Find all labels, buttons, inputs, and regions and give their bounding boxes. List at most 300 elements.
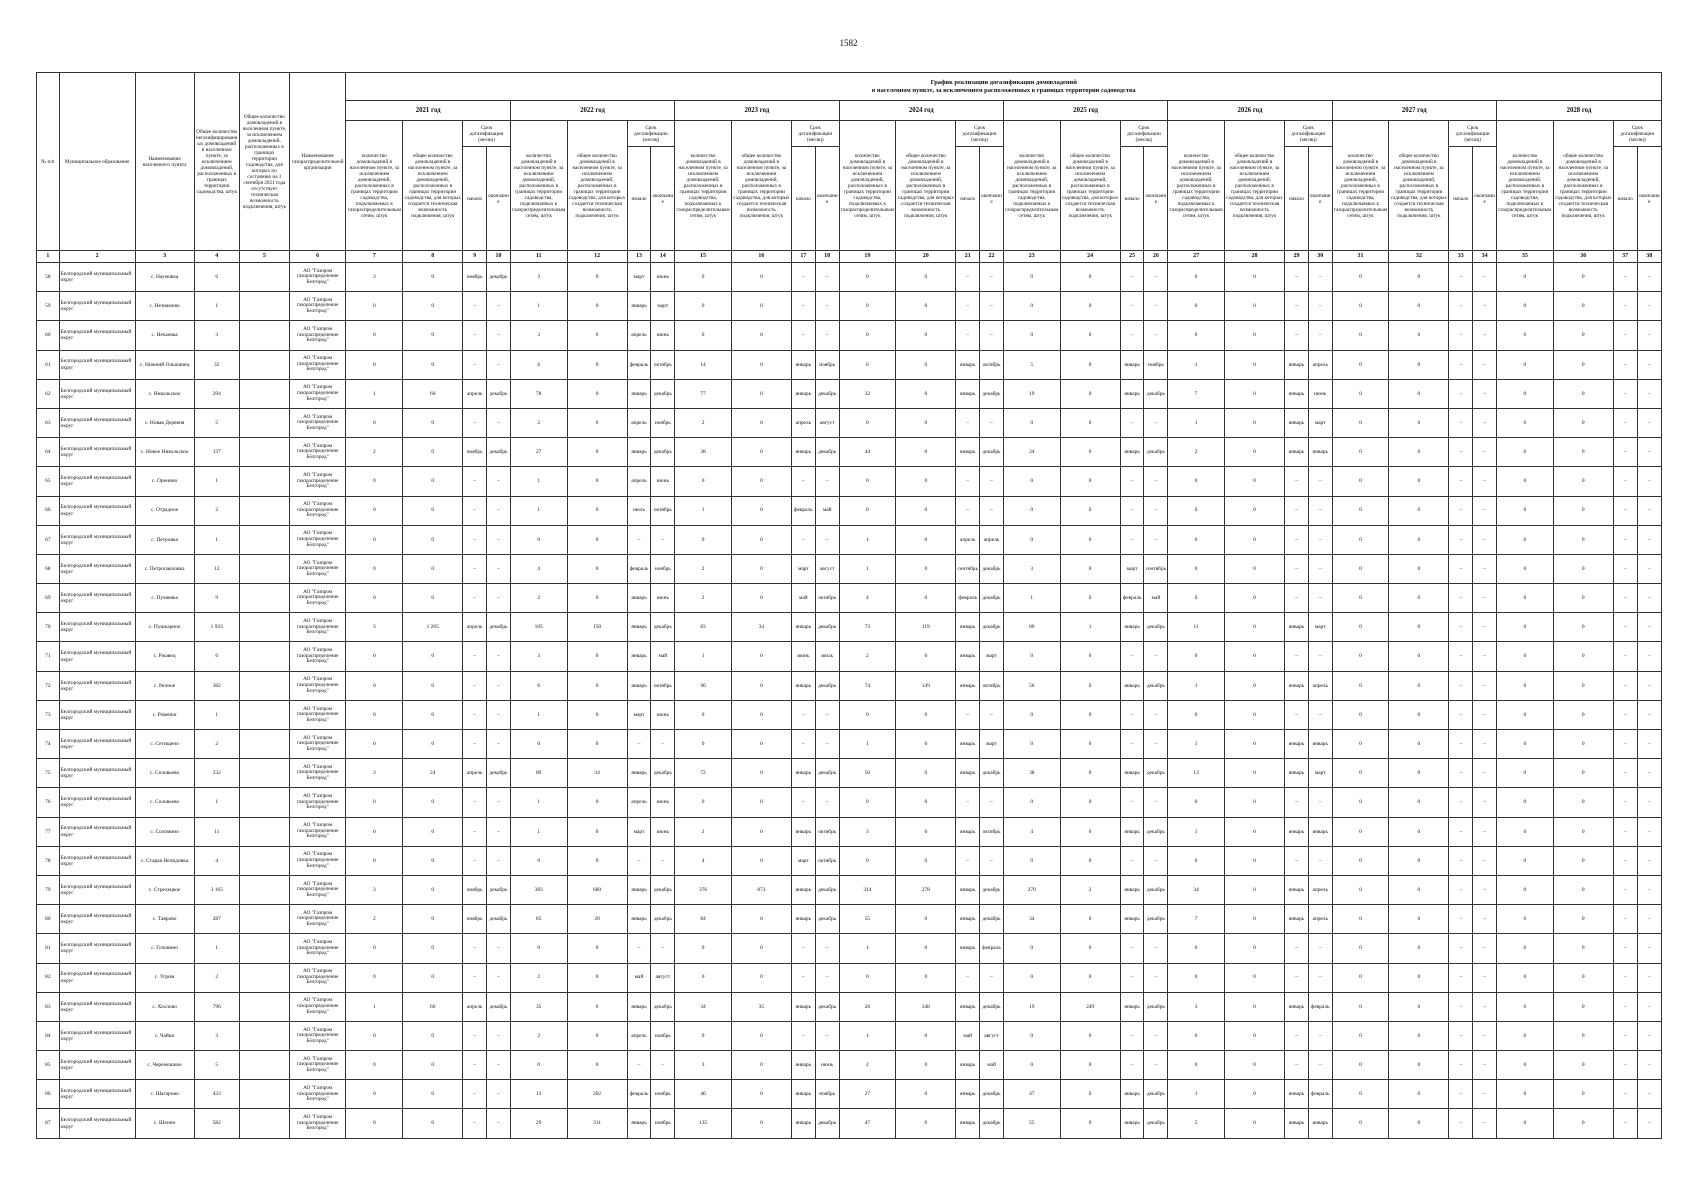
table-row <box>37 759 1662 788</box>
header-term: Срок догазификации (месяц) <box>1285 121 1333 147</box>
term-end-cell: май <box>980 1051 1004 1080</box>
term-end-cell: апрель <box>1308 905 1332 934</box>
term-start-cell: январь <box>956 642 980 671</box>
qty-tech-cell: 0 <box>403 817 463 846</box>
qty-tech-cell: 0 <box>1553 817 1613 846</box>
column-number: 11 <box>510 251 567 263</box>
term-end-cell: – <box>487 292 511 321</box>
qty-tech-cell: 0 <box>1389 1080 1449 1109</box>
header-term-start: начало <box>1449 147 1473 251</box>
total-tech-cell <box>239 817 289 846</box>
term-start-cell: – <box>463 817 487 846</box>
term-end-cell: апрель <box>1308 875 1332 904</box>
header-term: Срок догазификации (месяц) <box>1449 121 1497 147</box>
qty-cell: 47 <box>1003 1080 1060 1109</box>
municipality-cell: Белгородский муниципальный округ <box>59 525 135 554</box>
header-term: Срок догазификации (месяц) <box>627 121 675 147</box>
qty-cell: 0 <box>346 408 403 437</box>
term-start-cell: – <box>463 467 487 496</box>
term-start-cell: январь <box>627 292 651 321</box>
term-end-cell: март <box>980 642 1004 671</box>
term-end-cell: декабрь <box>1144 759 1168 788</box>
total-households-cell: 1 <box>194 700 239 729</box>
term-end-cell: – <box>487 467 511 496</box>
qty-tech-cell: 0 <box>731 350 791 379</box>
settlement-cell: с. Головино <box>135 934 194 963</box>
term-start-cell: – <box>463 292 487 321</box>
municipality-cell: Белгородский муниципальный округ <box>59 350 135 379</box>
term-start-cell: – <box>956 321 980 350</box>
qty-tech-cell: 0 <box>1553 408 1613 437</box>
term-end-cell: октябрь <box>815 846 839 875</box>
term-end-cell: – <box>1473 1109 1497 1138</box>
qty-tech-cell: 0 <box>1389 1021 1449 1050</box>
term-start-cell: – <box>1613 263 1637 292</box>
column-number: 23 <box>1003 251 1060 263</box>
term-start-cell: – <box>1120 963 1144 992</box>
term-end-cell: февраль <box>1308 1080 1332 1109</box>
qty-cell: 35 <box>510 992 567 1021</box>
qty-tech-cell: 0 <box>1389 408 1449 437</box>
municipality-cell: Белгородский муниципальный округ <box>59 613 135 642</box>
term-end-cell: – <box>1637 408 1661 437</box>
term-start-cell: – <box>463 846 487 875</box>
qty-tech-cell: 0 <box>403 875 463 904</box>
qty-cell: 1 <box>510 496 567 525</box>
qty-tech-cell: 0 <box>731 379 791 408</box>
term-end-cell: май <box>815 496 839 525</box>
qty-cell: 2 <box>675 584 732 613</box>
qty-cell: 0 <box>1497 905 1554 934</box>
qty-tech-cell: 0 <box>1553 584 1613 613</box>
table-row <box>37 379 1662 408</box>
term-end-cell: ноябрь <box>651 1021 675 1050</box>
qty-cell: 3 <box>839 817 896 846</box>
settlement-cell: с. Нижний Ольшанец <box>135 350 194 379</box>
qty-tech-cell: 0 <box>1389 1109 1449 1138</box>
term-end-cell: декабрь <box>980 379 1004 408</box>
term-start-cell: – <box>1449 1109 1473 1138</box>
header-term-start: начало <box>627 147 651 251</box>
qty-tech-cell: 0 <box>731 963 791 992</box>
term-end-cell: декабрь <box>980 1109 1004 1138</box>
total-tech-cell <box>239 1021 289 1050</box>
term-start-cell: – <box>1120 1021 1144 1050</box>
qty-tech-cell: 0 <box>567 700 627 729</box>
qty-tech-cell: 0 <box>1389 613 1449 642</box>
term-end-cell: – <box>1308 584 1332 613</box>
qty-cell: 1 <box>675 496 732 525</box>
term-end-cell: декабрь <box>1144 379 1168 408</box>
qty-cell: 0 <box>1332 1021 1389 1050</box>
column-number: 28 <box>1224 251 1284 263</box>
qty-tech-cell: 0 <box>896 292 956 321</box>
gas-org-cell: АО "Газпром газораспределение Белгород" <box>289 496 346 525</box>
term-end-cell: декабрь <box>815 438 839 467</box>
qty-tech-cell: 0 <box>1553 934 1613 963</box>
header-term-end: окончание <box>980 147 1004 251</box>
term-start-cell: – <box>1613 817 1637 846</box>
term-end-cell: – <box>815 963 839 992</box>
term-end-cell: – <box>1637 321 1661 350</box>
qty-cell: 0 <box>1168 496 1225 525</box>
term-start-cell: февраль <box>791 496 815 525</box>
term-end-cell: – <box>1637 525 1661 554</box>
term-end-cell: – <box>1144 1021 1168 1050</box>
term-end-cell: – <box>1637 263 1661 292</box>
qty-tech-cell: 0 <box>403 263 463 292</box>
qty-tech-cell: 0 <box>567 671 627 700</box>
term-end-cell: апрель <box>1308 671 1332 700</box>
header-year-6: 2027 год <box>1332 101 1496 121</box>
qty-cell: 0 <box>1003 408 1060 437</box>
total-tech-cell <box>239 438 289 467</box>
settlement-cell: с. Стрелецкое <box>135 875 194 904</box>
qty-tech-cell: 35 <box>731 992 791 1021</box>
qty-tech-cell: 0 <box>1224 875 1284 904</box>
qty-tech-cell: 0 <box>567 292 627 321</box>
term-start-cell: – <box>1449 584 1473 613</box>
qty-cell: 0 <box>1497 759 1554 788</box>
qty-tech-cell: 0 <box>896 379 956 408</box>
qty-tech-cell: 0 <box>1224 788 1284 817</box>
qty-tech-cell: 0 <box>1224 759 1284 788</box>
column-number: 7 <box>346 251 403 263</box>
term-end-cell: ноябрь <box>651 408 675 437</box>
qty-tech-cell: 0 <box>1224 905 1284 934</box>
term-end-cell: март <box>1308 759 1332 788</box>
term-start-cell: январь <box>1285 1109 1309 1138</box>
term-end-cell: – <box>1473 438 1497 467</box>
row-number: 62 <box>37 379 60 408</box>
total-tech-cell <box>239 992 289 1021</box>
term-start-cell: – <box>463 730 487 759</box>
qty-cell: 46 <box>675 1080 732 1109</box>
term-start-cell: – <box>791 700 815 729</box>
term-end-cell: – <box>487 1109 511 1138</box>
term-end-cell: – <box>1637 817 1661 846</box>
municipality-cell: Белгородский муниципальный округ <box>59 846 135 875</box>
qty-tech-cell: 0 <box>1389 905 1449 934</box>
qty-cell: 38 <box>1003 759 1060 788</box>
qty-tech-cell: 0 <box>403 525 463 554</box>
qty-cell: 0 <box>1003 496 1060 525</box>
header-term: Срок догазификации (месяц) <box>791 121 839 147</box>
term-start-cell: март <box>627 263 651 292</box>
qty-tech-cell: 0 <box>731 1080 791 1109</box>
gas-org-cell: АО "Газпром газораспределение Белгород" <box>289 700 346 729</box>
gas-org-cell: АО "Газпром газораспределение Белгород" <box>289 1109 346 1138</box>
term-end-cell: март <box>1308 408 1332 437</box>
term-end-cell: август <box>815 408 839 437</box>
qty-cell: 77 <box>675 379 732 408</box>
table-row <box>37 905 1662 934</box>
term-start-cell: – <box>463 671 487 700</box>
qty-tech-cell: 0 <box>567 1021 627 1050</box>
qty-tech-cell: 0 <box>403 730 463 759</box>
qty-tech-cell: 0 <box>1553 1021 1613 1050</box>
qty-cell: 314 <box>839 875 896 904</box>
term-start-cell: март <box>627 817 651 846</box>
term-end-cell: – <box>1637 700 1661 729</box>
row-number: 85 <box>37 1051 60 1080</box>
qty-cell: 0 <box>346 963 403 992</box>
table-row <box>37 963 1662 992</box>
qty-cell: 1 <box>1168 350 1225 379</box>
qty-tech-cell: 0 <box>403 846 463 875</box>
term-start-cell: апрель <box>627 788 651 817</box>
term-start-cell: январь <box>1285 408 1309 437</box>
row-number: 78 <box>37 846 60 875</box>
term-start-cell: – <box>1285 642 1309 671</box>
qty-tech-cell: 0 <box>1224 671 1284 700</box>
qty-cell: 74 <box>839 671 896 700</box>
qty-cell: 2 <box>346 905 403 934</box>
term-end-cell: – <box>1473 350 1497 379</box>
table-row <box>37 730 1662 759</box>
term-start-cell: январь <box>1285 817 1309 846</box>
header-qty: количество домовладений в населенном пункте, за исключением домовладений, расположенных в границах территории садоводства, подключаемых к газораспределительным сетям, штук <box>510 121 567 251</box>
term-start-cell: – <box>1449 554 1473 583</box>
term-end-cell: октябрь <box>651 350 675 379</box>
qty-cell: 0 <box>1332 671 1389 700</box>
gas-org-cell: АО "Газпром газораспределение Белгород" <box>289 379 346 408</box>
row-number: 70 <box>37 613 60 642</box>
qty-cell: 1 <box>346 992 403 1021</box>
term-end-cell: – <box>1308 642 1332 671</box>
qty-cell: 14 <box>675 350 732 379</box>
qty-tech-cell: 0 <box>567 321 627 350</box>
qty-cell: 4 <box>675 846 732 875</box>
column-number: 5 <box>239 251 289 263</box>
term-start-cell: апрель <box>627 321 651 350</box>
term-start-cell: апрель <box>463 379 487 408</box>
qty-tech-cell: 34 <box>731 613 791 642</box>
qty-tech-cell: 0 <box>403 584 463 613</box>
header-qty-tech: общее количество домовладений в населенном пункте, за исключением домовладений, расположенных в границах территории садоводства, для которых создается техническая возможность подключения, штук <box>1553 121 1613 251</box>
header-qty: количество домовладений в населенном пункте, за исключением домовладений, расположенных в границах территории садоводства, подключаемых к газораспределительным сетям, штук <box>839 121 896 251</box>
term-start-cell: июль <box>627 496 651 525</box>
qty-cell: 0 <box>1168 1051 1225 1080</box>
term-end-cell: – <box>1144 846 1168 875</box>
qty-tech-cell: 0 <box>1224 408 1284 437</box>
term-start-cell: – <box>956 963 980 992</box>
term-end-cell: декабрь <box>980 1080 1004 1109</box>
municipality-cell: Белгородский муниципальный округ <box>59 788 135 817</box>
term-start-cell: январь <box>956 613 980 642</box>
qty-cell: 13 <box>1168 759 1225 788</box>
term-start-cell: – <box>791 963 815 992</box>
row-number: 58 <box>37 263 60 292</box>
qty-cell: 0 <box>1003 467 1060 496</box>
settlement-cell: с. Репное <box>135 671 194 700</box>
qty-tech-cell: 119 <box>896 613 956 642</box>
term-start-cell: – <box>1613 554 1637 583</box>
qty-cell: 0 <box>1497 1021 1554 1050</box>
term-start-cell: январь <box>1285 759 1309 788</box>
row-number: 83 <box>37 992 60 1021</box>
term-start-cell: январь <box>791 875 815 904</box>
row-number: 77 <box>37 817 60 846</box>
total-tech-cell <box>239 292 289 321</box>
qty-cell: 0 <box>1168 321 1225 350</box>
row-number: 86 <box>37 1080 60 1109</box>
term-end-cell: – <box>1473 379 1497 408</box>
qty-tech-cell: 0 <box>731 1109 791 1138</box>
qty-cell: 0 <box>1332 613 1389 642</box>
term-start-cell: – <box>1285 700 1309 729</box>
term-end-cell: – <box>487 554 511 583</box>
term-start-cell: – <box>1613 700 1637 729</box>
term-start-cell: апрель <box>627 467 651 496</box>
qty-tech-cell: 0 <box>1389 963 1449 992</box>
qty-tech-cell: 0 <box>1389 730 1449 759</box>
row-number: 75 <box>37 759 60 788</box>
qty-cell: 34 <box>1003 905 1060 934</box>
term-end-cell: – <box>815 292 839 321</box>
term-end-cell: – <box>1637 1109 1661 1138</box>
term-start-cell: апрель <box>627 1021 651 1050</box>
qty-cell: 0 <box>1168 700 1225 729</box>
settlement-cell: с. Отрадное <box>135 496 194 525</box>
term-start-cell: – <box>463 642 487 671</box>
qty-tech-cell: 0 <box>1060 671 1120 700</box>
qty-tech-cell: 0 <box>1553 875 1613 904</box>
table-row <box>37 642 1662 671</box>
qty-cell: 0 <box>839 467 896 496</box>
qty-tech-cell: 0 <box>731 671 791 700</box>
term-end-cell: декабрь <box>1144 875 1168 904</box>
term-start-cell: апрель <box>956 525 980 554</box>
qty-cell: 0 <box>1003 321 1060 350</box>
term-start-cell: январь <box>627 1109 651 1138</box>
municipality-cell: Белгородский муниципальный округ <box>59 438 135 467</box>
term-end-cell: – <box>1473 467 1497 496</box>
qty-tech-cell: 0 <box>403 671 463 700</box>
qty-cell: 12 <box>510 1080 567 1109</box>
term-end-cell: – <box>1473 905 1497 934</box>
municipality-cell: Белгородский муниципальный округ <box>59 905 135 934</box>
settlement-cell: с. Пуляевка <box>135 584 194 613</box>
qty-cell: 72 <box>675 759 732 788</box>
row-number: 87 <box>37 1109 60 1138</box>
term-end-cell: июнь <box>651 584 675 613</box>
term-start-cell: – <box>1120 496 1144 525</box>
qty-cell: 0 <box>346 584 403 613</box>
column-number: 34 <box>1473 251 1497 263</box>
gas-org-cell: АО "Газпром газораспределение Белгород" <box>289 525 346 554</box>
term-end-cell: декабрь <box>487 992 511 1021</box>
header-qty-tech: общее количество домовладений в населенном пункте, за исключением домовладений, расположенных в границах территории садоводства, для которых создается техническая возможность подключения, штук <box>896 121 956 251</box>
qty-cell: 0 <box>1332 438 1389 467</box>
qty-cell: 0 <box>346 554 403 583</box>
row-number: 63 <box>37 408 60 437</box>
term-end-cell: – <box>1473 730 1497 759</box>
term-start-cell: январь <box>627 438 651 467</box>
term-end-cell: декабрь <box>487 438 511 467</box>
qty-cell: 0 <box>1332 292 1389 321</box>
qty-tech-cell: 0 <box>731 700 791 729</box>
qty-tech-cell: 0 <box>1389 554 1449 583</box>
table-row <box>37 554 1662 583</box>
term-end-cell: декабрь <box>980 992 1004 1021</box>
term-end-cell: октябрь <box>651 671 675 700</box>
qty-tech-cell: 0 <box>896 350 956 379</box>
term-start-cell: – <box>1285 292 1309 321</box>
qty-tech-cell: 0 <box>896 846 956 875</box>
qty-tech-cell: 0 <box>731 730 791 759</box>
qty-cell: 0 <box>1497 292 1554 321</box>
settlement-cell: с. Старая Нелидовка <box>135 846 194 875</box>
term-end-cell: декабрь <box>1144 613 1168 642</box>
header-year-4: 2025 год <box>1003 101 1167 121</box>
table-row <box>37 438 1662 467</box>
term-end-cell: – <box>487 817 511 846</box>
term-end-cell: август <box>980 1021 1004 1050</box>
qty-tech-cell: 0 <box>731 817 791 846</box>
total-tech-cell <box>239 1051 289 1080</box>
term-end-cell: октябрь <box>815 584 839 613</box>
term-start-cell: – <box>1285 525 1309 554</box>
row-number: 72 <box>37 671 60 700</box>
qty-cell: 1 <box>839 730 896 759</box>
qty-cell: 1 <box>675 642 732 671</box>
qty-tech-cell: 0 <box>731 1051 791 1080</box>
header-qty: количество домовладений в населенном пункте, за исключением домовладений, расположенных в границах территории садоводства, подключаемых к газораспределительным сетям, штук <box>675 121 732 251</box>
table-row <box>37 934 1662 963</box>
table-row <box>37 496 1662 525</box>
term-end-cell: – <box>1637 671 1661 700</box>
qty-tech-cell: 0 <box>403 496 463 525</box>
row-number: 66 <box>37 496 60 525</box>
qty-cell: 0 <box>1332 1109 1389 1138</box>
term-start-cell: январь <box>1285 992 1309 1021</box>
term-start-cell: январь <box>1120 1109 1144 1138</box>
total-households-cell: 12 <box>194 554 239 583</box>
gas-org-cell: АО "Газпром газораспределение Белгород" <box>289 992 346 1021</box>
term-end-cell: декабрь <box>1144 905 1168 934</box>
term-start-cell: январь <box>956 730 980 759</box>
term-start-cell: – <box>1613 408 1637 437</box>
column-number: 12 <box>567 251 627 263</box>
header-schedule-title <box>346 73 1662 101</box>
term-start-cell: – <box>463 584 487 613</box>
row-number: 67 <box>37 525 60 554</box>
term-end-cell: январь <box>1308 438 1332 467</box>
term-start-cell: – <box>1613 1021 1637 1050</box>
term-end-cell: – <box>815 730 839 759</box>
term-start-cell: февраль <box>956 584 980 613</box>
term-start-cell: январь <box>627 992 651 1021</box>
qty-tech-cell: 0 <box>896 584 956 613</box>
settlement-cell: с. Соловьево <box>135 788 194 817</box>
qty-tech-cell: 0 <box>1060 846 1120 875</box>
header-term-end: окончание <box>1637 147 1661 251</box>
term-start-cell: – <box>1449 408 1473 437</box>
term-start-cell: – <box>1120 846 1144 875</box>
term-start-cell: – <box>956 408 980 437</box>
qty-tech-cell: 278 <box>896 875 956 904</box>
qty-cell: 0 <box>1497 992 1554 1021</box>
qty-tech-cell: 0 <box>731 438 791 467</box>
qty-cell: 3 <box>346 613 403 642</box>
term-end-cell: – <box>1637 788 1661 817</box>
term-end-cell: декабрь <box>1144 671 1168 700</box>
qty-tech-cell: 0 <box>1060 263 1120 292</box>
term-end-cell: – <box>1637 496 1661 525</box>
table-row <box>37 467 1662 496</box>
term-end-cell: – <box>980 846 1004 875</box>
